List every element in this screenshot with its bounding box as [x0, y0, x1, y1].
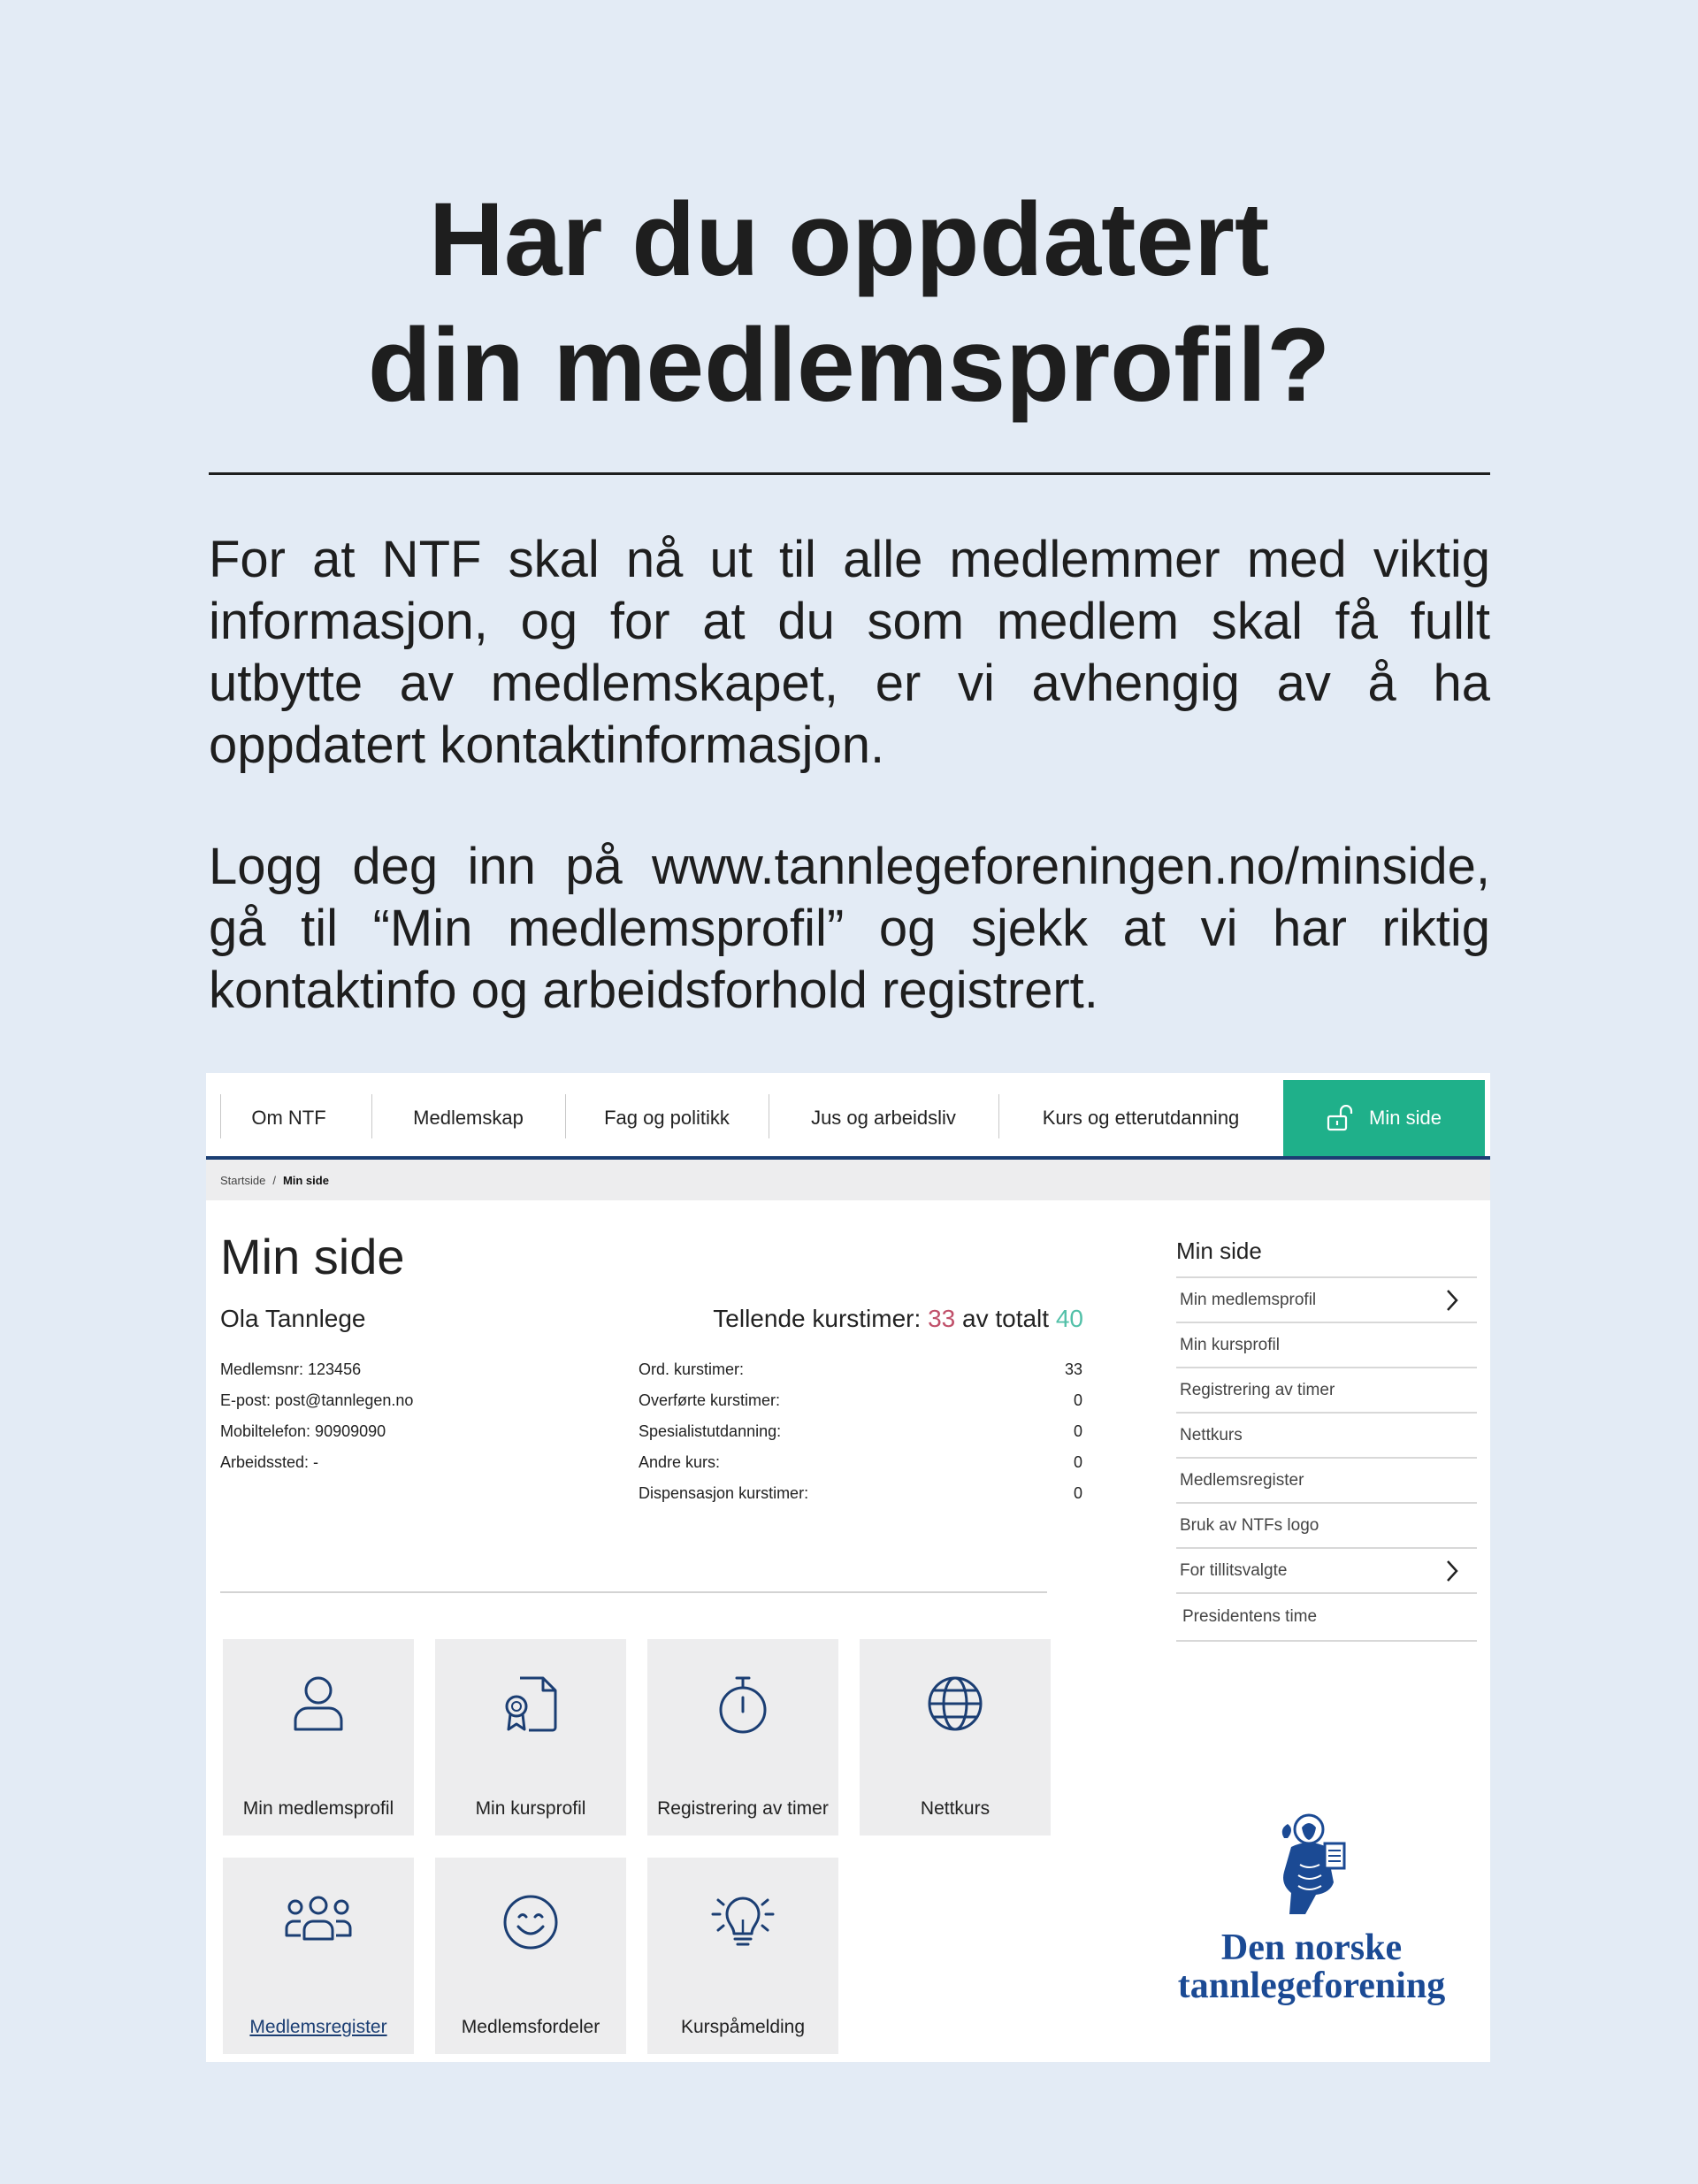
ad-headline — [0, 177, 1698, 428]
instructions-paragraph: Logg deg inn på www.tannlegeforeningen.no/minside, gå til “Min medlemsprofil” og sjekk at vi har riktig kontaktinfo og arbeidsforhold registrert. — [209, 838, 1490, 1019]
hours-row-label: Spesialistutdanning: — [639, 1422, 782, 1440]
tile-nettkurs[interactable] — [860, 1639, 1051, 1835]
nav-fag-og-politikk[interactable]: Fag og politikk — [565, 1080, 769, 1156]
sidebar-item-medlemsregister[interactable] — [1176, 1459, 1477, 1504]
tile-kurspamelding[interactable] — [647, 1858, 838, 2054]
nav-medlemskap[interactable]: Medlemskap — [371, 1080, 565, 1156]
certificate-icon — [501, 1674, 561, 1735]
total-hours-value: 40 — [1055, 1305, 1083, 1332]
hours-row-value: 0 — [1073, 1484, 1082, 1502]
hours-row — [639, 1422, 1082, 1453]
tile-label: Nettkurs — [920, 1798, 990, 1819]
logo-line-2: tannlegeforening — [1177, 1966, 1446, 2006]
hours-row-label: Andre kurs: — [639, 1453, 721, 1471]
sidebar-item-label: Medlemsregister — [1180, 1470, 1304, 1490]
hours-row — [639, 1360, 1082, 1391]
tile-label: Min kursprofil — [475, 1798, 586, 1819]
tile-medlemsfordeler[interactable] — [435, 1858, 626, 2054]
main-nav — [206, 1080, 1490, 1160]
user-icon — [290, 1674, 347, 1733]
hours-row-value: 33 — [1064, 1360, 1082, 1378]
tile-min-kursprofil[interactable] — [435, 1639, 626, 1835]
hours-row-label: Ord. kurstimer: — [639, 1360, 745, 1378]
hours-row-label: Dispensasjon kurstimer: — [639, 1484, 809, 1502]
sidebar-item-label: Presidentens time — [1182, 1607, 1318, 1626]
counted-hours-value: 33 — [928, 1305, 956, 1332]
headline-line-2: din medlemsprofil? — [367, 307, 1331, 424]
unlock-icon — [1327, 1105, 1357, 1131]
breadcrumb-current: Min side — [282, 1173, 329, 1187]
hours-row — [639, 1453, 1082, 1484]
sidebar-menu — [1176, 1276, 1477, 1642]
logo-line-1: Den norske — [1220, 1927, 1403, 1968]
sidebar-item-label: Bruk av NTFs logo — [1180, 1515, 1319, 1535]
smiley-icon — [501, 1893, 560, 1951]
breadcrumb-home[interactable]: Startside — [220, 1173, 266, 1187]
tile-label: Kurspåmelding — [680, 2017, 806, 2037]
group-icon — [283, 1893, 354, 1946]
sidebar-item-label: For tillitsvalgte — [1180, 1560, 1288, 1580]
nav-min-side[interactable] — [1283, 1080, 1485, 1156]
tile-registrering-av-timer[interactable] — [647, 1639, 838, 1835]
nav-min-side-label: Min side — [1369, 1107, 1442, 1129]
nav-om-ntf[interactable]: Om NTF — [206, 1080, 371, 1156]
stopwatch-icon — [715, 1674, 771, 1735]
tile-min-medlemsprofil[interactable] — [223, 1639, 414, 1835]
breadcrumb-separator: / — [272, 1173, 276, 1187]
ntf-logo — [1143, 1812, 1480, 2024]
counted-hours-label: Tellende kurstimer: — [713, 1305, 922, 1332]
tile-medlemsregister[interactable] — [223, 1858, 414, 2054]
page-title: Min side — [220, 1229, 405, 1284]
chevron-right-icon — [1445, 1559, 1459, 1583]
headline-divider — [209, 472, 1490, 475]
section-divider — [220, 1591, 1047, 1593]
hours-row-value: 0 — [1073, 1453, 1082, 1471]
nav-jus-og-arbeidsliv[interactable]: Jus og arbeidsliv — [769, 1080, 998, 1156]
member-mobile: Mobiltelefon: 90909090 — [220, 1422, 386, 1440]
chevron-right-icon — [1445, 1288, 1459, 1313]
hours-row — [639, 1391, 1082, 1422]
nav-kurs-og-etterutdanning[interactable]: Kurs og etterutdanning — [998, 1080, 1283, 1156]
member-number: Medlemsnr: 123456 — [220, 1360, 362, 1378]
hours-row-value: 0 — [1073, 1422, 1082, 1440]
lightbulb-icon — [708, 1893, 778, 1951]
sidebar-item-bruk-av-ntfs-logo[interactable] — [1176, 1504, 1477, 1549]
sidebar-item-label: Registrering av timer — [1180, 1380, 1335, 1399]
sidebar-item-label: Min medlemsprofil — [1180, 1290, 1317, 1309]
sidebar-item-registrering-av-timer[interactable] — [1176, 1368, 1477, 1414]
headline-line-1: Har du oppdatert — [428, 181, 1270, 298]
total-hours-label: av totalt — [962, 1305, 1050, 1332]
intro-paragraph: For at NTF skal nå ut til alle medlemmer med viktig informasjon, og for at du som medlem skal få fullt utbytte av medlemskapet, er vi avhengig av å ha oppdatert kontaktinformasjon. — [209, 531, 1490, 774]
counted-hours-summary — [713, 1305, 1083, 1333]
hours-row — [639, 1484, 1082, 1515]
tile-label: Registrering av timer — [657, 1798, 829, 1819]
member-email: E-post: post@tannlegen.no — [220, 1391, 414, 1409]
sidebar-item-nettkurs[interactable] — [1176, 1414, 1477, 1459]
sidebar-item-label: Nettkurs — [1180, 1425, 1243, 1445]
sidebar-item-label: Min kursprofil — [1180, 1335, 1280, 1354]
tile-label: Medlemsregister — [249, 2017, 387, 2037]
hours-row-value: 0 — [1073, 1391, 1082, 1409]
min-side-screenshot — [206, 1073, 1490, 2062]
hours-breakdown — [639, 1360, 1082, 1515]
sidebar-item-for-tillitsvalgte[interactable] — [1176, 1549, 1477, 1594]
sidebar-title: Min side — [1176, 1238, 1262, 1264]
apollonia-figure-icon — [1275, 1812, 1351, 1920]
member-name: Ola Tannlege — [220, 1305, 366, 1332]
sidebar-item-presidentens-time[interactable] — [1176, 1594, 1477, 1642]
tile-label: Medlemsfordeler — [461, 2017, 600, 2037]
hours-row-label: Overførte kurstimer: — [639, 1391, 781, 1409]
member-info-list — [220, 1360, 413, 1484]
sidebar-item-min-medlemsprofil[interactable] — [1176, 1278, 1477, 1323]
globe-icon — [926, 1674, 984, 1733]
sidebar-item-min-kursprofil[interactable] — [1176, 1323, 1477, 1368]
member-workplace: Arbeidssted: - — [220, 1453, 319, 1471]
breadcrumb — [206, 1160, 1490, 1200]
tile-label: Min medlemsprofil — [242, 1798, 394, 1819]
